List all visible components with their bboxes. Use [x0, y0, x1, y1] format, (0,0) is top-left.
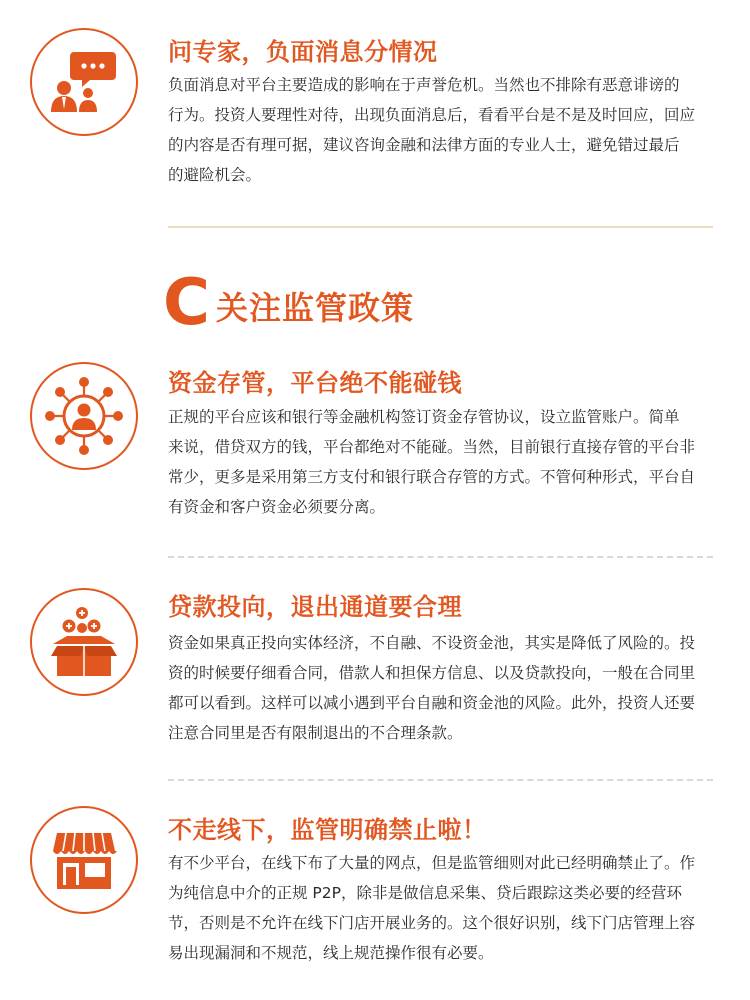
body-line: 有资金和客户资金必须要分离。	[168, 498, 386, 516]
body-line: 行为。投资人要理性对待，出现负面消息后，看看平台是不是及时回应，回应	[168, 106, 696, 124]
section-letter: C	[163, 266, 210, 340]
body-line: 资的时候要仔细看合同，借款人和担保方信息、以及贷款投向，一般在合同里	[168, 664, 696, 682]
block3-title: 贷款投向，退出通道要合理	[168, 593, 462, 621]
body-line: 都可以看到。这样可以减小遇到平台自融和资金池的风险。此外，投资人还要	[168, 694, 696, 712]
body-line: 的避险机会。	[168, 166, 262, 184]
section-title: 关注监管政策	[215, 289, 414, 327]
block4-title: 不走线下，监管明确禁止啦！	[168, 816, 487, 844]
body-line: 有不少平台，在线下布了大量的网点，但是监管细则对此已经明确禁止了。作	[168, 854, 696, 872]
divider	[168, 226, 713, 228]
block2-title: 资金存管，平台绝不能碰钱	[168, 369, 462, 397]
block1-body	[168, 70, 716, 190]
body-line: 资金如果真正投向实体经济，不自融、不设资金池，其实是降低了风险的。投	[168, 634, 696, 652]
block1-title: 问专家，负面消息分情况	[168, 38, 438, 66]
body-line: 节，否则是不允许在线下门店开展业务的。这个很好识别，线下门店管理上容	[168, 914, 696, 932]
body-line: 负面消息对平台主要造成的影响在于声誉危机。当然也不排除有恶意诽谤的	[168, 76, 680, 94]
body-line: 为纯信息中介的正规 P2P，除非是做信息采集、贷后跟踪这类必要的经营环	[168, 884, 682, 902]
body-line: 注意合同里是否有限制退出的不合理条款。	[168, 724, 463, 742]
divider	[168, 779, 713, 781]
body-line: 正规的平台应该和银行等金融机构签订资金存管协议，设立监管账户。简单	[168, 408, 680, 426]
section-heading	[163, 268, 414, 338]
body-line: 易出现漏洞和不规范，线上规范操作很有必要。	[168, 944, 494, 962]
body-line: 常少，更多是采用第三方支付和银行联合存管的方式。不管何种形式，平台自	[168, 468, 696, 486]
body-line: 来说，借贷双方的钱，平台都绝对不能碰。当然，目前银行直接存管的平台非	[168, 438, 696, 456]
expert-consult-icon	[30, 28, 138, 136]
fund-custody-icon	[30, 362, 138, 470]
body-line: 的内容是否有理可据，建议咨询金融和法律方面的专业人士，避免错过最后	[168, 136, 680, 154]
storefront-icon	[30, 806, 138, 914]
block3-body	[168, 628, 716, 748]
block4-body	[168, 848, 716, 968]
block2-body	[168, 402, 716, 522]
divider	[168, 556, 713, 558]
loan-box-icon	[30, 588, 138, 696]
